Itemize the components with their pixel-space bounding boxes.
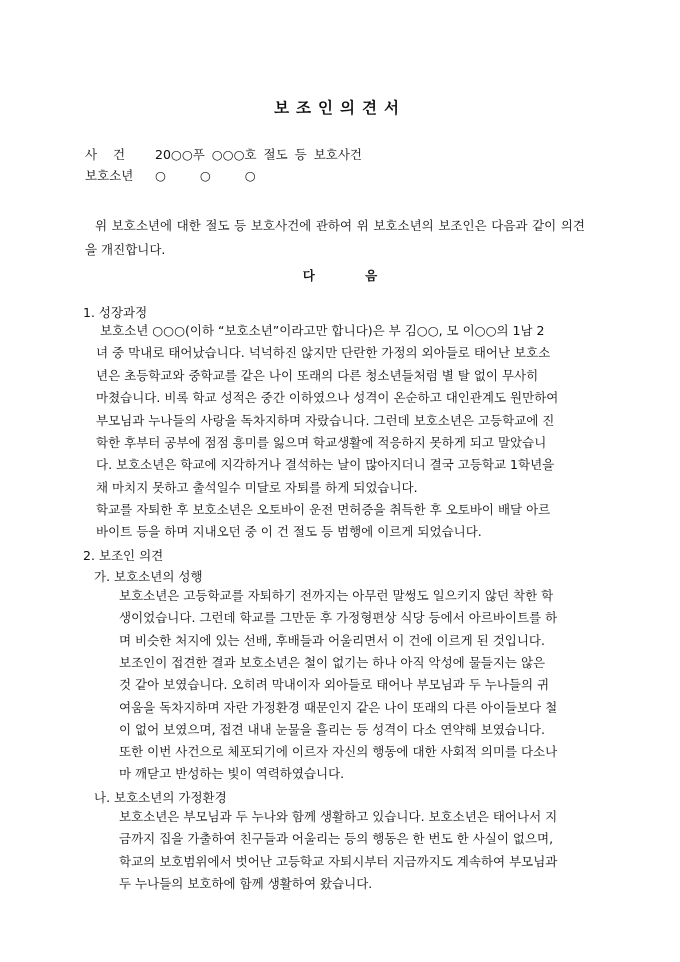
subsection-a-paragraph-3 xyxy=(119,741,604,786)
juvenile-label: 보호소년 xyxy=(85,168,134,183)
text-line: 부모님과 누나들의 사랑을 독차지하며 자랐습니다. 그런데 보호소년은 고등학교에 진 xyxy=(96,412,555,428)
text-line: 여움을 독차지하며 자란 가정환경 때문인지 같은 나이 또래의 다른 아이들보다 철 xyxy=(119,699,558,715)
juvenile-row xyxy=(85,166,256,184)
subsection-a-title: 가. 보호소년의 성행 xyxy=(94,569,203,584)
subsection-b-title: 나. 보호소년의 가정환경 xyxy=(94,790,227,805)
intro-paragraph: 위 보호소년에 대한 절도 등 보호사건에 관하여 위 보호소년의 보조인은 다음과 같이 의견을 개진합니다. xyxy=(85,218,585,257)
text-line: 학교의 보호범위에서 벗어난 고등학교 자퇴시부터 지금까지도 계속하여 부모님과 xyxy=(119,853,558,869)
text-line: 금까지 집을 가출하여 친구들과 어울리는 등의 행동은 한 번도 한 사실이 없으며, xyxy=(119,831,554,847)
text-line: 채 마치지 못하고 출석일수 미달로 자퇴를 하게 되었습니다. xyxy=(96,479,418,495)
text-line: 며 비슷한 처지에 있는 선배, 후배들과 어울리면서 이 건에 이르게 된 것입니다. xyxy=(119,632,545,648)
section-1-paragraph-2 xyxy=(96,499,603,544)
text-line: 또한 이번 사건으로 체포되기에 이르자 자신의 행동에 대한 사회적 의미를 다소나 xyxy=(119,744,558,759)
subsection-a-paragraph-2 xyxy=(119,652,604,742)
text-line: 마 깨닫고 반성하는 빛이 역력하였습니다. xyxy=(119,766,345,782)
text-line: 보조인이 접견한 결과 보호소년은 철이 없기는 하나 아직 악성에 물들지는 않은 xyxy=(119,655,546,670)
text-line: 년은 초등학교와 중학교를 같은 나이 또래의 다른 청소년들처럼 별 탈 없이 무사히 xyxy=(96,367,539,383)
text-line: 보호소년은 고등학교를 자퇴하기 전까지는 아무런 말썽도 일으키지 않던 착한 학 xyxy=(119,588,554,603)
case-value: 20○○푸 ○○○호 절도 등 보호사건 xyxy=(155,147,363,162)
section-1-paragraph-1 xyxy=(96,320,603,499)
juvenile-name: ○ ○ ○ xyxy=(155,168,256,183)
subsection-a-paragraph-1 xyxy=(119,585,604,652)
text-line: 보호소년은 부모님과 두 누나와 함께 생활하고 있습니다. 보호소년은 태어나서 지 xyxy=(119,809,558,824)
case-label: 사 건 xyxy=(85,147,126,162)
text-line: 이 없어 보였으며, 접견 내내 눈물을 흘리는 등 성격이 다소 연약해 보였습니다. xyxy=(119,722,545,738)
subsection-b-paragraph-1 xyxy=(119,806,604,896)
text-line: 녀 중 막내로 태어났습니다. 넉넉하진 않지만 단란한 가정의 외아들로 태어난 보호소 xyxy=(96,345,551,361)
text-line: 보호소년 ○○○(이하 “보호소년”이라고만 합니다)은 부 김○○, 모 이○○의 1남 2 xyxy=(100,323,545,338)
text-line: 바이트 등을 하며 지내오던 중 이 건 절도 등 범행에 이르게 되었습니다. xyxy=(96,524,482,540)
text-line: 학교를 자퇴한 후 보호소년은 오토바이 운전 면허증을 취득한 후 오토바이 배달 아르 xyxy=(96,502,551,517)
text-line: 학한 후부터 공부에 점점 흥미를 잃으며 학교생활에 적응하지 못하게 되고 말았습니 xyxy=(96,435,547,451)
text-line: 생이었습니다. 그런데 학교를 그만둔 후 가정형편상 식당 등에서 아르바이트를 하 xyxy=(119,610,558,626)
text-line: 두 누나들의 보호하에 함께 생활하여 왔습니다. xyxy=(119,876,373,892)
document-title: 보조인의견서 xyxy=(274,99,406,117)
section-1-title: 1. 성장과정 xyxy=(83,305,148,320)
text-line: 마쳤습니다. 비록 학교 성적은 중간 이하였으나 성격이 온순하고 대인관계도 원만하여 xyxy=(96,390,559,406)
text-line: 다. 보호소년은 학교에 지각하거나 결석하는 날이 많아지더니 결국 고등학교 1학년을 xyxy=(96,457,555,473)
section-heading: 다 음 xyxy=(302,268,378,283)
case-row xyxy=(85,145,362,163)
text-line: 것 같아 보였습니다. 오히려 막내이자 외아들로 태어나 부모님과 두 누나들의 귀 xyxy=(119,677,550,693)
section-2-title: 2. 보조인 의견 xyxy=(83,548,164,563)
